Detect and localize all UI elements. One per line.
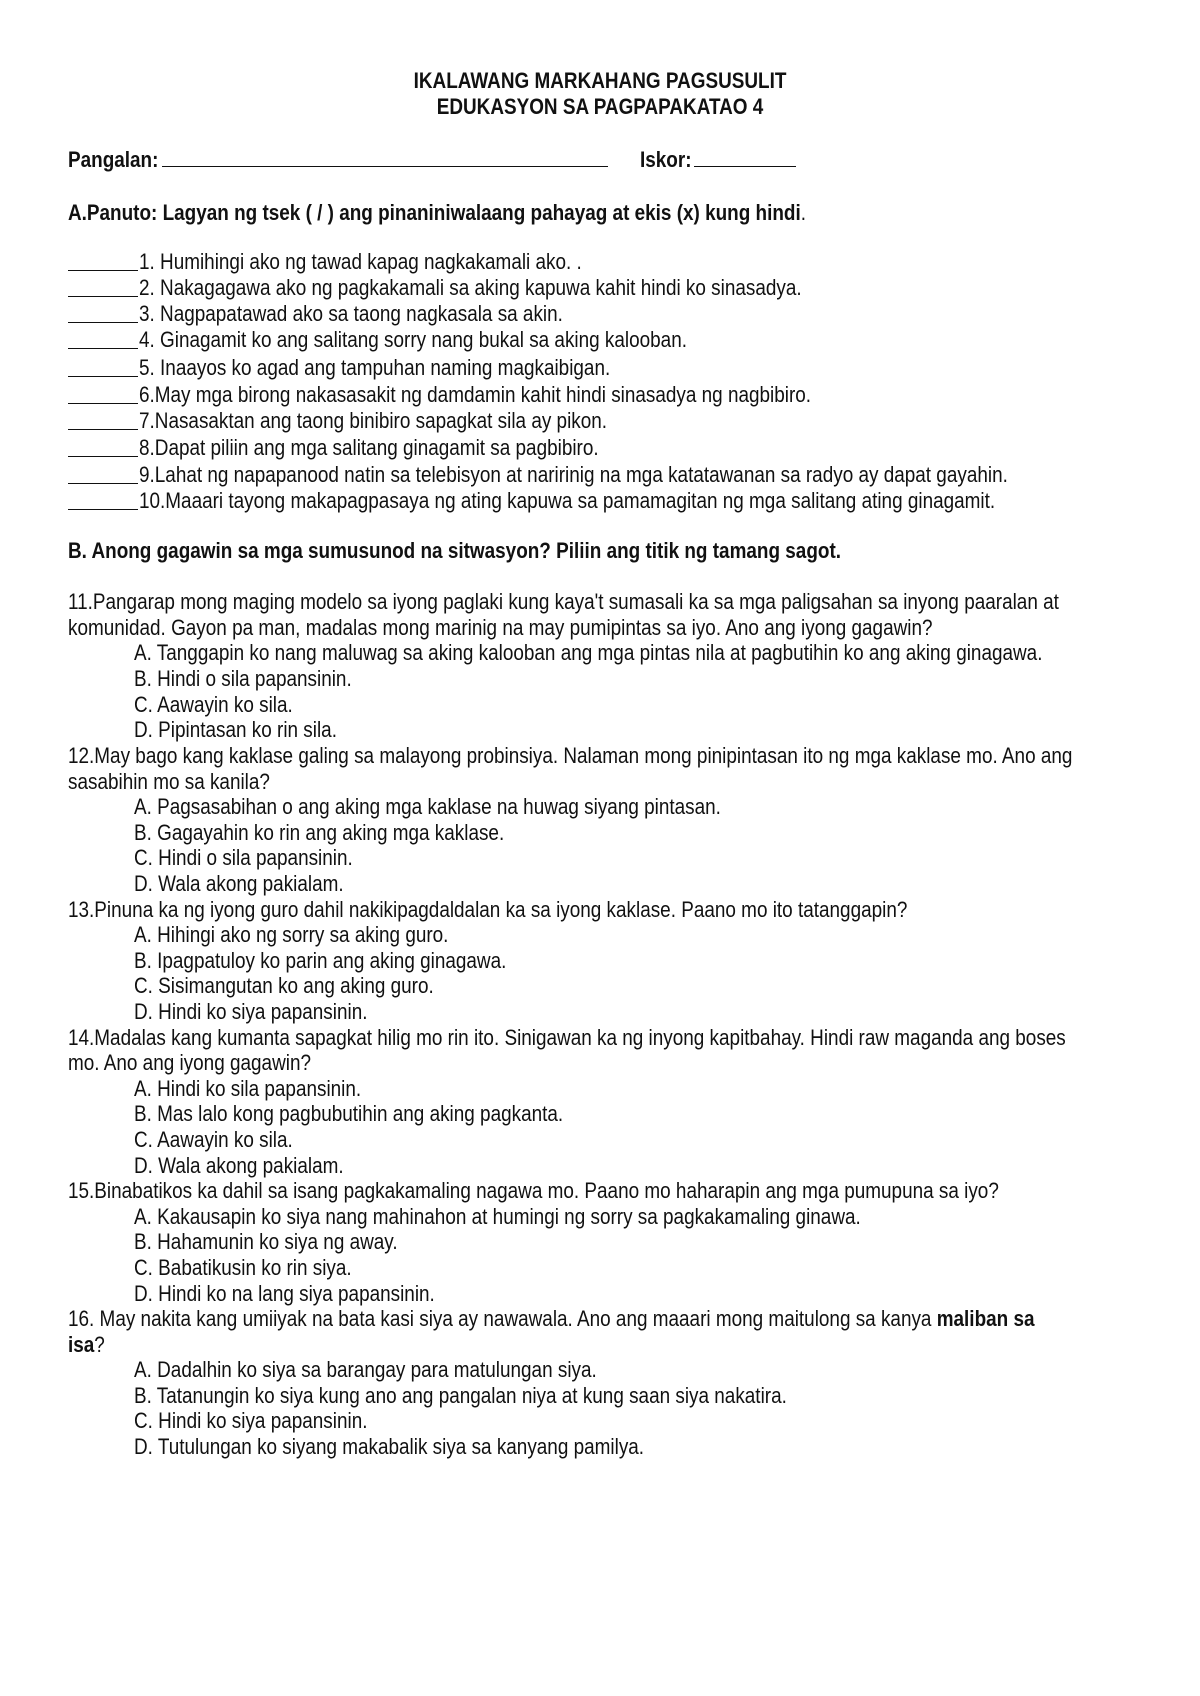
answer-blank[interactable]: [68, 296, 138, 297]
choice-b[interactable]: B. Gagayahin ko rin ang aking mga kaklase.: [134, 820, 505, 845]
choice-b[interactable]: B. Hindi o sila papansinin.: [134, 666, 352, 691]
question-11: 11.Pangarap mong maging modelo sa iyong paglaki kung kaya't sumasali ka sa mga paligsahan sa inyong paaralan at: [68, 589, 1059, 614]
list-item: 2. Nakagagawa ako ng pagkakamali sa aking kapuwa kahit hindi ko sinasadya.: [139, 275, 802, 300]
choice-c[interactable]: C. Hindi o sila papansinin.: [134, 845, 353, 870]
name-label: Pangalan:: [68, 147, 159, 172]
list-item: 6.May mga birong nakasasakit ng damdamin kahit hindi sinasadya ng nagbibiro.: [139, 382, 812, 407]
choice-d[interactable]: D. Tutulungan ko siyang makabalik siya sa kanyang pamilya.: [134, 1434, 645, 1459]
choice-b[interactable]: B. Mas lalo kong pagbubutihin ang aking pagkanta.: [134, 1101, 564, 1126]
choice-a[interactable]: A. Hindi ko sila papansinin.: [134, 1076, 362, 1101]
choice-c[interactable]: C. Hindi ko siya papansinin.: [134, 1408, 368, 1433]
question-15: 15.Binabatikos ka dahil sa isang pagkakamaling nagawa mo. Paano mo haharapin ang mga pumupuna sa iyo?: [68, 1178, 999, 1203]
question-12: 12.May bago kang kaklase galing sa malayong probinsiya. Nalaman mong pinipintasan ito ng mga kaklase mo. Ano ang: [68, 743, 1073, 768]
question-16-emphasis-cont: isa: [68, 1332, 95, 1357]
answer-blank[interactable]: [68, 429, 138, 430]
score-blank[interactable]: [694, 166, 796, 167]
list-item: 5. Inaayos ko agad ang tampuhan naming magkaibigan.: [139, 355, 611, 380]
choice-c[interactable]: C. Babatikusin ko rin siya.: [134, 1255, 352, 1280]
answer-blank[interactable]: [68, 509, 138, 510]
question-14-cont: mo. Ano ang iyong gagawin?: [68, 1050, 311, 1075]
choice-a[interactable]: A. Kakausapin ko siya nang mahinahon at humingi ng sorry sa pagkakamaling ginawa.: [134, 1204, 861, 1229]
question-16-cont: [68, 1332, 105, 1358]
question-16: [68, 1306, 1035, 1332]
choice-a[interactable]: A. Hihingi ako ng sorry sa aking guro.: [134, 922, 449, 947]
section-b-instruction: B. Anong gagawin sa mga sumusunod na sitwasyon? Piliin ang titik ng tamang sagot.: [68, 538, 842, 563]
question-16-emphasis: maliban sa: [936, 1306, 1035, 1331]
question-13: 13.Pinuna ka ng iyong guro dahil nakikipagdaldalan ka sa iyong kaklase. Paano mo ito tatanggapin?: [68, 897, 908, 922]
question-16-end: ?: [94, 1332, 105, 1357]
answer-blank[interactable]: [68, 270, 138, 271]
choice-d[interactable]: D. Wala akong pakialam.: [134, 871, 344, 896]
list-item: 3. Nagpapatawad ako sa taong nagkasala sa akin.: [139, 301, 563, 326]
choice-d[interactable]: D. Wala akong pakialam.: [134, 1153, 344, 1178]
section-a-instruction: [68, 200, 806, 226]
choice-c[interactable]: C. Aawayin ko sila.: [134, 1127, 293, 1152]
answer-blank[interactable]: [68, 456, 138, 457]
choice-d[interactable]: D. Pipintasan ko rin sila.: [134, 717, 337, 742]
list-item: 10.Maaari tayong makapagpasaya ng ating kapuwa sa pamamagitan ng mga salitang ating ginagamit.: [139, 488, 996, 513]
choice-a[interactable]: A. Pagsasabihan o ang aking mga kaklase na huwag siyang pintasan.: [134, 794, 721, 819]
choice-a[interactable]: A. Dadalhin ko siya sa barangay para matulungan siya.: [134, 1357, 597, 1382]
choice-d[interactable]: D. Hindi ko siya papansinin.: [134, 999, 368, 1024]
exam-title: IKALAWANG MARKAHANG PAGSUSULIT: [413, 68, 787, 93]
list-item: 8.Dapat piliin ang mga salitang ginagamit sa pagbibiro.: [139, 435, 599, 460]
list-item: 1. Humihingi ako ng tawad kapag nagkakamali ako. .: [139, 249, 582, 274]
answer-blank[interactable]: [68, 483, 138, 484]
choice-b[interactable]: B. Hahamunin ko siya ng away.: [134, 1229, 398, 1254]
question-14: 14.Madalas kang kumanta sapagkat hilig mo rin ito. Sinigawan ka ng inyong kapitbahay. Hindi raw maganda ang boses: [68, 1025, 1066, 1050]
choice-b[interactable]: B. Tatanungin ko siya kung ano ang pangalan niya at kung saan siya nakatira.: [134, 1383, 787, 1408]
choice-b[interactable]: B. Ipagpatuloy ko parin ang aking ginagawa.: [134, 948, 507, 973]
answer-blank[interactable]: [68, 403, 138, 404]
exam-subject: EDUKASYON SA PAGPAPAKATAO 4: [436, 94, 764, 119]
answer-blank[interactable]: [68, 348, 138, 349]
list-item: 7.Nasasaktan ang taong binibiro sapagkat sila ay pikon.: [139, 408, 608, 433]
score-label: Iskor:: [640, 147, 692, 172]
section-a-instruction-end: .: [800, 200, 807, 225]
question-12-cont: sasabihin mo sa kanila?: [68, 769, 270, 794]
choice-a[interactable]: A. Tanggapin ko nang maluwag sa aking kalooban ang mga pintas nila at pagbutihin ko ang aking ginagawa.: [134, 640, 1043, 665]
answer-blank[interactable]: [68, 322, 138, 323]
choice-c[interactable]: C. Sisimangutan ko ang aking guro.: [134, 973, 434, 998]
list-item: 9.Lahat ng napapanood natin sa telebisyon at naririnig na mga katatawanan sa radyo ay dapat gayahin.: [139, 462, 1008, 487]
question-11-cont: komunidad. Gayon pa man, madalas mong marinig na may pumipintas sa iyo. Ano ang iyong gagawin?: [68, 615, 933, 640]
answer-blank[interactable]: [68, 376, 138, 377]
section-a-instruction-text: A.Panuto: Lagyan ng tsek ( / ) ang pinaniniwalaang pahayag at ekis (x) kung hindi: [68, 200, 801, 225]
list-item: 4. Ginagamit ko ang salitang sorry nang bukal sa aking kalooban.: [139, 327, 687, 352]
name-blank[interactable]: [162, 166, 608, 167]
choice-c[interactable]: C. Aawayin ko sila.: [134, 692, 293, 717]
question-16-text: 16. May nakita kang umiiyak na bata kasi siya ay nawawala. Ano ang maaari mong maitulong sa kanya: [68, 1306, 937, 1331]
choice-d[interactable]: D. Hindi ko na lang siya papansinin.: [134, 1281, 435, 1306]
